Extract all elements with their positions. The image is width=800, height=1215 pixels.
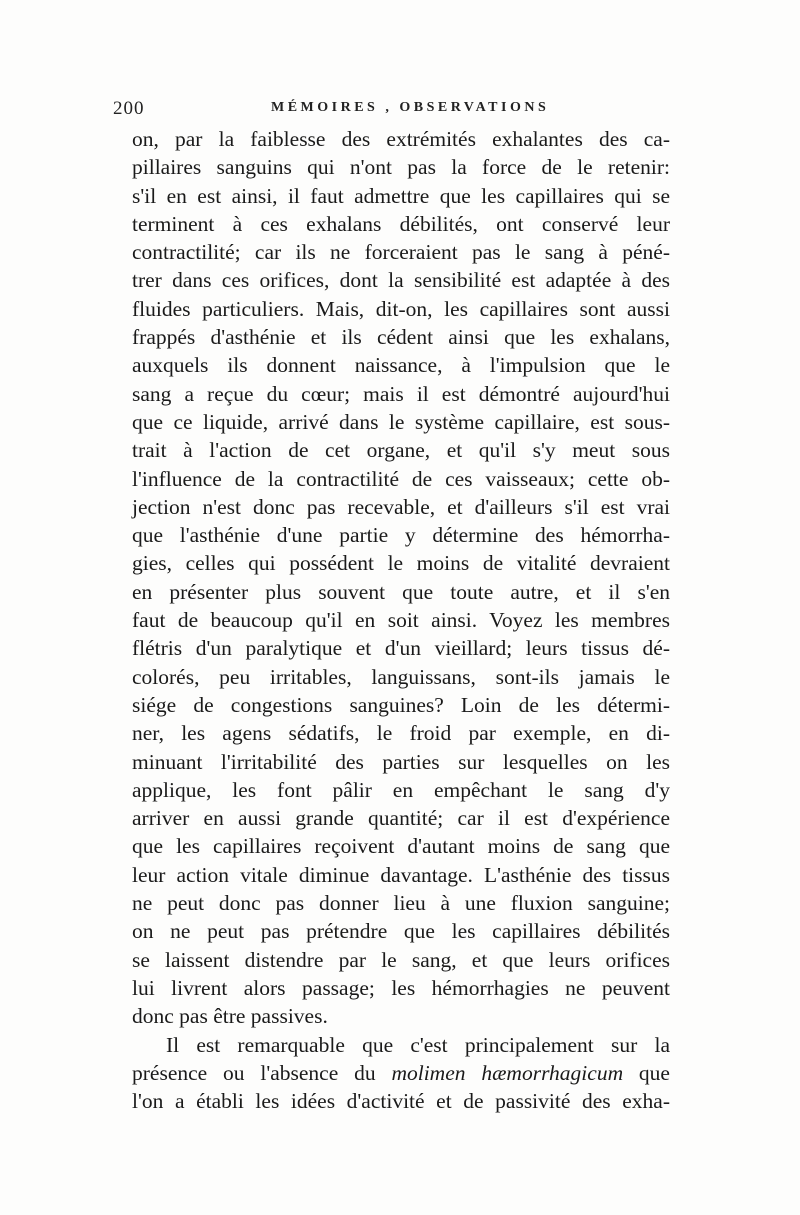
text-line: contractilité; car ils ne forceraient pas le sang à péné- [132, 240, 670, 265]
text-line: s'il en est ainsi, il faut admettre que les capillaires qui se [132, 183, 670, 208]
text-line: fluides particuliers. Mais, dit-on, les capillaires sont aussi [132, 296, 670, 321]
text-line: lui livrent alors passage; les hémorrhagies ne peuvent [132, 975, 670, 1000]
text-span: que [623, 1060, 670, 1085]
text-line-with-italic [132, 1059, 670, 1087]
text-line: que les capillaires reçoivent d'autant moins de sang que [132, 834, 670, 859]
text-line: on, par la faiblesse des extrémités exhalantes des ca- [132, 127, 670, 151]
text-line: gies, celles qui possédent le moins de vitalité devraient [132, 551, 670, 576]
text-line: trer dans ces orifices, dont la sensibilité est adaptée à des [132, 268, 670, 293]
text-line: minuant l'irritabilité des parties sur lesquelles on les [132, 749, 670, 774]
text-line: auxquels ils donnent naissance, à l'impulsion que le [132, 353, 670, 378]
text-line: que ce liquide, arrivé dans le système capillaire, est sous- [132, 409, 670, 434]
text-line: on ne peut pas prétendre que les capillaires débilités [132, 919, 670, 944]
text-line: pillaires sanguins qui n'ont pas la force de le retenir: [132, 155, 670, 180]
text-line: flétris d'un paralytique et d'un vieillard; leurs tissus dé- [132, 636, 670, 661]
text-line: arriver en aussi grande quantité; car il est d'expérience [132, 806, 670, 831]
page-number: 200 [113, 98, 145, 119]
paragraph-start-line: Il est remarquable que c'est principalement sur la [166, 1032, 670, 1057]
text-line: jection n'est donc pas recevable, et d'ailleurs s'il est vrai [132, 494, 670, 519]
text-line: terminent à ces exhalans débilités, ont conservé leur [132, 211, 670, 236]
text-span: présence ou l'absence du [132, 1060, 392, 1085]
text-line: sang a reçue du cœur; mais il est démontré aujourd'hui [132, 381, 670, 406]
text-line: faut de beaucoup qu'il en soit ainsi. Voyez les membres [132, 608, 670, 633]
text-line: ner, les agens sédatifs, le froid par exemple, en di- [132, 721, 670, 746]
running-title: MÉMOIRES , OBSERVATIONS [271, 100, 550, 115]
text-line: colorés, peu irritables, languissans, sont-ils jamais le [132, 664, 670, 689]
text-line: applique, les font pâlir en empêchant le sang d'y [132, 777, 670, 802]
text-line: l'influence de la contractilité de ces vaisseaux; cette ob- [132, 466, 670, 491]
running-head [113, 98, 673, 122]
body-text [132, 125, 670, 1115]
text-line: trait à l'action de cet organe, et qu'il s'y meut sous [132, 438, 670, 463]
text-line: se laissent distendre par le sang, et que leurs orifices [132, 947, 670, 972]
text-line: frappés d'asthénie et ils cédent ainsi que les exhalans, [132, 325, 670, 350]
text-line: en présenter plus souvent que toute autre, et il s'en [132, 579, 670, 604]
text-line: que l'asthénie d'une partie y détermine des hémorrha- [132, 523, 670, 548]
text-line: leur action vitale diminue davantage. L'asthénie des tissus [132, 862, 670, 887]
text-line: ne peut donc pas donner lieu à une fluxion sanguine; [132, 891, 670, 916]
text-line: l'on a établi les idées d'activité et de passivité des exha- [132, 1089, 670, 1114]
text-line: siége de congestions sanguines? Loin de les détermi- [132, 692, 670, 717]
italic-term: molimen hæmorrhagicum [391, 1060, 624, 1085]
text-line: donc pas être passives. [132, 1004, 328, 1029]
